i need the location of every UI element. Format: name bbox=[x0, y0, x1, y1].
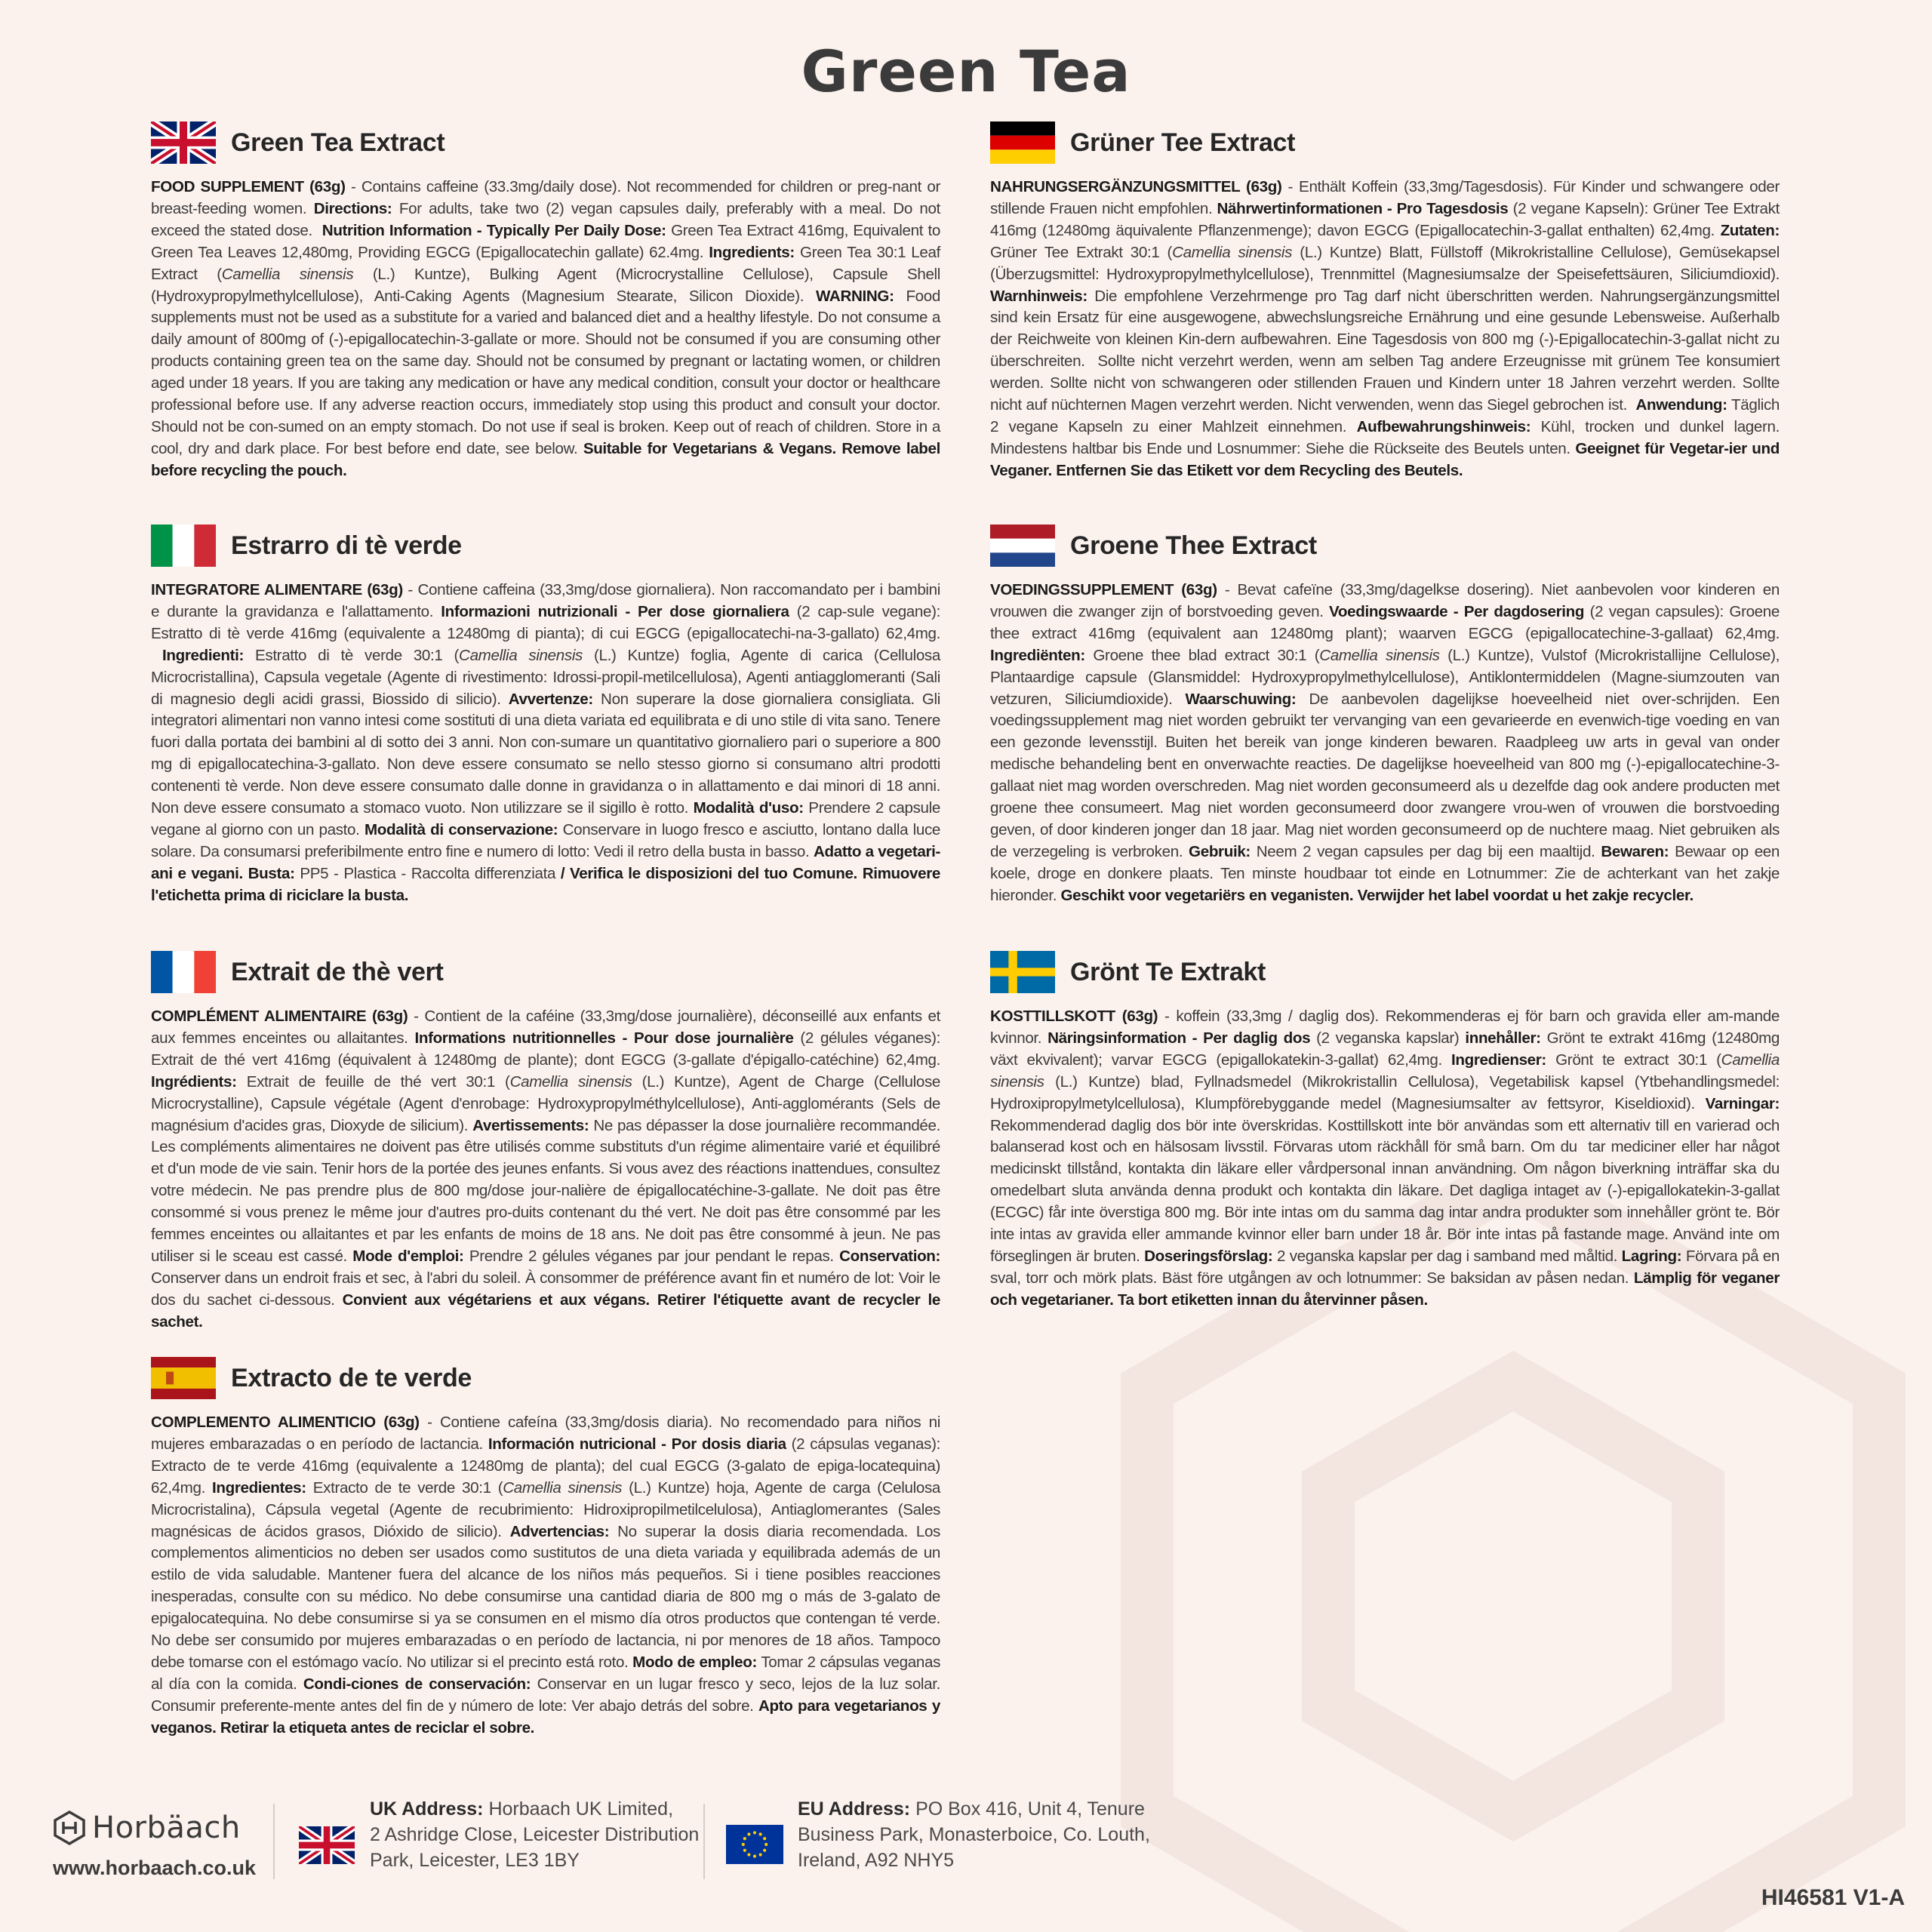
section-swedish bbox=[990, 950, 1780, 1312]
section-english bbox=[151, 121, 940, 482]
footer-divider bbox=[703, 1804, 705, 1879]
section-heading: Groene Thee Extract bbox=[1070, 531, 1317, 560]
section-heading: Extracto de te verde bbox=[231, 1363, 472, 1392]
section-body: INTEGRATORE ALIMENTARE (63g) - Contiene caffeina (33,3mg/dose giornaliera). Non raccomandato per i bambini e durante la gravidanza e l'allattamento. Informazioni nutrizionali - Per dose giornaliera (2 cap-sule vegane): Estratto di tè verde 416mg (equivalente a 12480mg di pianta); di cui EGCG (epigallocatechi-na-3-gallato) 62,4mg. Ingredienti: Estratto di tè verde 30:1 (Camellia sinensis (L.) Kuntze) foglia, Agente di carica (Cellulosa Microcristallina), Capsula vegetale (Agente di rivestimento: Idrossi-propil-metilcellulosa), Agenti antiagglomeranti (Sali di magnesio degli acidi grassi, Biossido di silicio). Avvertenze: Non superare la dose giornaliera consigliata. Gli integratori alimentari non vanno intesi come sostituti di una dieta variata ed equilibrata e di uno stile di vita sano. Tenere fuori dalla portata dei bambini al di sotto dei 3 anni. Non con-sumare un quantitativo giornaliero pari o superiore a 800 mg di epigallocatechina-3-gallato. Non deve essere consumato se nello stesso giorno si consumano altri prodotti contenenti tè verde. Non deve essere consumato dalle donne in gravidanza o in allattamento e dai minori di 18 anni. Non deve essere consumato a stomaco vuoto. Non utilizzare se il sigillo è rotto. Modalità d'uso: Prendere 2 capsule vegane al giorno con un pasto. Modalità di conservazione: Conservare in luogo fresco e asciutto, lontano dalla luce solare. Da consumarsi preferibilmente entro fine e numero di lotto: Vedi il retro della busta in basso. Adatto a vegetari-ani e vegani. Busta: PP5 - Plastica - Raccolta differenziata / Verifica le disposizioni del tuo Comune. Rimuovere l'etichetta prima di riciclare la busta. bbox=[151, 581, 941, 904]
page-title: Green Tea bbox=[801, 38, 1131, 105]
section-heading: Estrarro di tè verde bbox=[231, 531, 462, 560]
product-code: HI46581 V1-A bbox=[1761, 1885, 1905, 1910]
section-body: COMPLEMENTO ALIMENTICIO (63g) - Contiene cafeína (33,3mg/dosis diaria). No recomendado para niños ni mujeres embarazadas o en período de lactancia. Información nutricional - Por dosis diaria (2 cápsulas veganas): Extracto de te verde 416mg (equivalente a 12480mg de planta); del cual EGCG (3-galato de epiga-locatequina) 62,4mg. Ingredientes: Extracto de te verde 30:1 (Camellia sinensis (L.) Kuntze) hoja, Agente de carga (Celulosa Microcristalina), Cápsula vegetal (Agente de recubrimiento: Hidroxipropilmetilcelulosa), Antiaglomerantes (Sales magnésicas de ácidos grasos, Dióxido de silicio). Advertencias: No superar la dosis diaria recomendada. Los complementos alimenticios no deben ser usados como sustitutos de una dieta variada y equilibrada además de un estilo de vida saludable. Mantener fuera del alcance de los niños más pequeños. Si i tiene posibles reacciones inesperadas, consulte con su médico. No debe consumirse una cantidad diaria de 800 mg o más de 3-galato de epigalocatequina. No debe consumirse si ya se consumen en el mismo día otros productos que contengan té verde. No debe ser consumido por mujeres embarazadas o en período de lactancia, ni por menores de 18 años. Tampoco debe tomarse con el estómago vacío. No utilizar si el precinto está roto. Modo de empleo: Tomar 2 cápsulas veganas al día con la comida. Condi-ciones de conservación: Conservar en un lugar fresco y seco, lejos de la luz solar. Consumir preferente-mente antes del fin de y número de lote: Ver abajo detrás del sobre. Apto para vegetarianos y veganos. Retirar la etiqueta antes de reciclar el sobre. bbox=[151, 1414, 941, 1737]
horbaach-logo-icon bbox=[53, 1810, 86, 1846]
section-spanish bbox=[151, 1356, 940, 1740]
footer-divider bbox=[273, 1804, 275, 1879]
eu-flag-icon bbox=[726, 1825, 783, 1864]
uk-address bbox=[370, 1796, 699, 1873]
section-body: FOOD SUPPLEMENT (63g) - Contains caffeine (33.3mg/daily dose). Not recommended for children or preg-nant or breast-feeding women. Directions: For adults, take two (2) vegan capsules daily, preferably with a meal. Do not exceed the stated dose. Nutrition Information - Typically Per Daily Dose: Green Tea Extract 416mg, Equivalent to Green Tea Leaves 12,480mg, Providing EGCG (Epigallocatechin gallate) 62.4mg. Ingredients: Green Tea 30:1 Leaf Extract (Camellia sinensis (L.) Kuntze), Bulking Agent (Microcrystalline Cellulose), Capsule Shell (Hydroxypropylmethylcellulose), Anti-Caking Agents (Magnesium Stearate, Silicon Dioxide). WARNING: Food supplements must not be used as a substitute for a varied and balanced diet and a healthy lifestyle. Do not consume a daily amount of 800mg of (-)-epigallocatechin-3-gallate or more. Should not be consumed if you are consuming other products containing green tea on the same day. Should not be consumed by pregnant or lactating women, or children aged under 18 years. If you are taking any medication or have any medical condition, consult your doctor or healthcare professional before use. If any adverse reaction occurs, immediately stop using this product and consult your doctor. Should not be con-sumed on an empty stomach. Do not use if seal is broken. Keep out of reach of children. Store in a cool, dry and dark place. For best before end date, see below. Suitable for Vegetarians & Vegans. Remove label before recycling the pouch. bbox=[151, 178, 941, 479]
section-heading: Grönt Te Extrakt bbox=[1070, 957, 1266, 986]
uk-flag-icon bbox=[299, 1826, 355, 1864]
brand-block bbox=[53, 1810, 272, 1880]
uk-flag-icon bbox=[151, 122, 216, 164]
uk-address-line: Park, Leicester, LE3 1BY bbox=[370, 1850, 580, 1871]
section-body: NAHRUNGSERGÄNZUNGSMITTEL (63g) - Enthält Koffein (33,3mg/Tagesdosis). Für Kinder und schwangere oder stillende Frauen nicht empfohlen. Nährwertinformationen - Pro Tagesdosis (2 vegane Kapseln): Grüner Tee Extrakt 416mg (12480mg äquivalente Pflanzenmenge); davon EGCG (Epigallocatechin-3-gallat enthalten) 62,4mg. Zutaten: Grüner Tee Extrakt 30:1 (Camellia sinensis (L.) Kuntze) Blatt, Füllstoff (Mikrokristalline Cellulose), Gemüsekapsel (Überzugsmittel: Hydroxypropylmethylcellulose), Trennmittel (Magnesiumsalze der Speisefettsäuren, Siliciumdioxid). Warnhinweis: Die empfohlene Verzehrmenge pro Tag darf nicht überschritten werden. Nahrungsergänzungsmittel sind kein Ersatz für eine ausgewogene, abwechslungsreiche Ernährung und eine gesunde Lebensweise. Außerhalb der Reichweite von kleinen Kin-dern aufbewahren. Eine Tagesdosis von 800 mg (-)-Epigallocatechin-3-gallat nicht zu überschreiten. Sollte nicht verzehrt werden, wenn am selben Tag andere Erzeugnisse mit grünem Tee konsumiert werden. Sollte nicht von schwangeren oder stillenden Frauen und Kindern unter 18 Jahren verzehrt werden. Sollte nicht auf nüchternen Magen verzehrt werden. Nicht verwenden, wenn das Siegel gebrochen ist. Anwendung: Täglich 2 vegane Kapseln zu einer Mahlzeit einnehmen. Aufbewahrungshinweis: Kühl, trocken und dunkel lagern. Mindestens haltbar bis Ende und Losnummer: Siehe die Rückseite des Beutels unten. Geeignet für Vegetar-ier und Veganer. Entfernen Sie das Etikett vor dem Recycling des Beutels. bbox=[990, 178, 1780, 479]
website-link[interactable]: www.horbaach.co.uk bbox=[53, 1857, 257, 1879]
section-french bbox=[151, 950, 940, 1334]
section-body: KOSTTILLSKOTT (63g) - koffein (33,3mg / daglig dos). Rekommenderas ej för barn och gravida eller am-mande kvinnor. Näringsinformation - Per daglig dos (2 veganska kapslar) innehåller: Grönt te extrakt 416mg (12480mg växt ekvivalent); varvar EGCG (epigallokatekin-3-gallat) 62,4mg. Ingredienser: Grönt te extract 30:1 (Camellia sinensis (L.) Kuntze) blad, Fyllnadsmedel (Mikrokristallin Cellulosa), Vegetabilisk kapsel (Ytbehandlingsmedel: Hydroxipropylmetylcellulosa), Klumpförebyggande medel (Magnesiumsalter av fettsyror, Kiseldioxid). Varningar: Rekommenderad daglig dos bör inte överskridas. Kosttillskott inte bör användas som ett alternativ till en varierad och balanserad kost och en hälsosam livsstil. Förvaras utom räckhåll för små barn. Om du tar mediciner eller har något medicinskt tillstånd, kontakta din läkare eller vårdpersonal innan användning. Om någon biverkning inträffar ska du omedelbart sluta använda denna produkt och kontakta din läkare. Det dagliga intaget av (-)-epigallokatekin-3-gallat (ECGC) får inte överstiga 800 mg. Bör inte intas om du samma dag intar andra produkter som innehåller grönt te. Bör inte intas av gravida eller ammande kvinnor eller barn under 18 år. Bör inte intas på fastande mage. Använd inte om förseglingen är bruten. Doseringsförslag: 2 veganska kapslar per dag i samband med måltid. Lagring: Förvara på en sval, torr och mörk plats. Bäst före utgången av och lotnummer: Se baksidan av påsen nedan. Lämplig för veganer och vegetarianer. Ta bort etiketten innan du återvinner påsen. bbox=[990, 1008, 1780, 1309]
eu-address-line: Business Park, Monasterboice, Co. Louth, bbox=[798, 1824, 1150, 1845]
france-flag-icon bbox=[151, 951, 216, 993]
section-body: COMPLÉMENT ALIMENTAIRE (63g) - Contient de la caféine (33,3mg/dose journalière), déconseillé aux enfants et aux femmes enceintes ou allaitantes. Informations nutritionnelles - Pour dose journalière (2 gélules véganes): Extrait de thé vert 416mg (équivalent à 12480mg de plante); dont EGCG (3-gallate d'épigallo-catéchine) 62,4mg. Ingrédients: Extrait de feuille de thé vert 30:1 (Camellia sinensis (L.) Kuntze), Agent de Charge (Cellulose Microcrystalline), Capsule végétale (Agent d'enrobage: Hydroxypropylméthylcellulose), Anti-agglomérants (Sels de magnésium d'acides gras, Dioxyde de silicium). Avertissements: Ne pas dépasser la dose journalière recommandée. Les compléments alimentaires ne doivent pas être utilisés comme substituts d'un régime alimentaire varié et équilibré et d'un mode de vie sain. Tenir hors de la portée des jeunes enfants. Si vous avez des réactions inattendues, consultez votre médecin. Ne pas prendre plus de 800 mg/dose jour-nalière de épigallocatéchine-3-gallate. Ne doit pas être consommé si vous prenez le même jour d'autres pro-duits contenant du thé vert. Ne doit pas être consommé par les femmes enceintes ou allaitantes et par les enfants de moins de 18 ans. Ne doit pas être consommé à jeun. Ne pas utiliser si le sceau est cassé. Mode d'emploi: Prendre 2 gélules véganes par jour pendant le repas. Conservation: Conserver dans un endroit frais et sec, à l'abri du soleil. À consommer de préférence avant fin et numéro de lot: Voir le dos du sachet ci-dessous. Convient aux végétariens et aux végans. Retirer l'étiquette avant de recycler le sachet. bbox=[151, 1008, 941, 1331]
section-heading: Extrait de thè vert bbox=[231, 957, 444, 986]
section-heading: Green Tea Extract bbox=[231, 128, 445, 157]
eu-address-label: EU Address: bbox=[798, 1798, 911, 1820]
section-heading: Grüner Tee Extract bbox=[1070, 128, 1296, 157]
italy-flag-icon bbox=[151, 525, 216, 567]
uk-address-label: UK Address: bbox=[370, 1798, 484, 1820]
sweden-flag-icon bbox=[990, 951, 1055, 993]
uk-address-line: 2 Ashridge Close, Leicester Distribution bbox=[370, 1824, 700, 1845]
spain-flag-icon bbox=[151, 1357, 216, 1399]
uk-address-line: Horbaach UK Limited, bbox=[488, 1798, 674, 1820]
section-italian bbox=[151, 524, 940, 907]
germany-flag-icon bbox=[990, 122, 1055, 164]
brand-name: Horbäach bbox=[92, 1810, 241, 1845]
eu-address-line: Ireland, A92 NHY5 bbox=[798, 1850, 955, 1871]
section-dutch bbox=[990, 524, 1780, 907]
section-body: VOEDINGSSUPPLEMENT (63g) - Bevat cafeïne (33,3mg/dagelkse dosering). Niet aanbevolen voor kinderen en vrouwen die zwanger zijn of borstvoeding geven. Voedingswaarde - Per dagdosering (2 vegan capsules): Groene thee extract 416mg (equivalent aan 12480mg plant); waarven EGCG (epigallocatechine-3-gallaat) 62,4mg. Ingrediënten: Groene thee blad extract 30:1 (Camellia sinensis (L.) Kuntze), Vulstof (Microkristallijne Cellulose), Plantaardige capsule (Glansmiddel: Hydroxypropylmethylcellulose), Antiklontermiddelen (Magne-siumzouten van vetzuren, Siliciumdioxide). Waarschuwing: De aanbevolen dagelijkse hoeveelheid niet over-schrijden. Een voedingssupplement mag niet worden gebruikt ter vervanging van een gevarieerde en evenwich-tige voeding en van een gezonde levensstijl. Buiten het bereik van jonge kinderen bewaren. Raadpleeg uw arts in geval van onder medische behandeling bent en onverwachte reacties. De dagelijkse hoeveelheid van 800 mg (-)-epigallocatechine-3-gallaat niet mag worden overschreden. Mag niet worden geconsumeerd als u dezelfde dag ook andere producten met groene thee consumeert. Mag niet worden geconsumeerd door zwangere vrou-wen of vrouwen die borstvoeding geven, of door kinderen jonger dan 18 jaar. Mag niet worden geconsumeerd op de nuchtere maag. Niet gebruiken als de verzegeling is verbroken. Gebruik: Neem 2 vegan capsules per dag bij een maaltijd. Bewaren: Bewaar op een koele, droge en donkere plaats. Ten minste houdbaar tot einde en Lotnummer: Zie de achterkant van het zakje hieronder. Geschikt voor vegetariërs en veganisten. Verwijder het label voordat u het zakje recycler. bbox=[990, 581, 1780, 904]
netherlands-flag-icon bbox=[990, 525, 1055, 567]
footer bbox=[0, 1796, 1932, 1902]
section-german bbox=[990, 121, 1780, 482]
eu-address-line: PO Box 416, Unit 4, Tenure bbox=[915, 1798, 1145, 1820]
eu-address bbox=[798, 1796, 1150, 1873]
